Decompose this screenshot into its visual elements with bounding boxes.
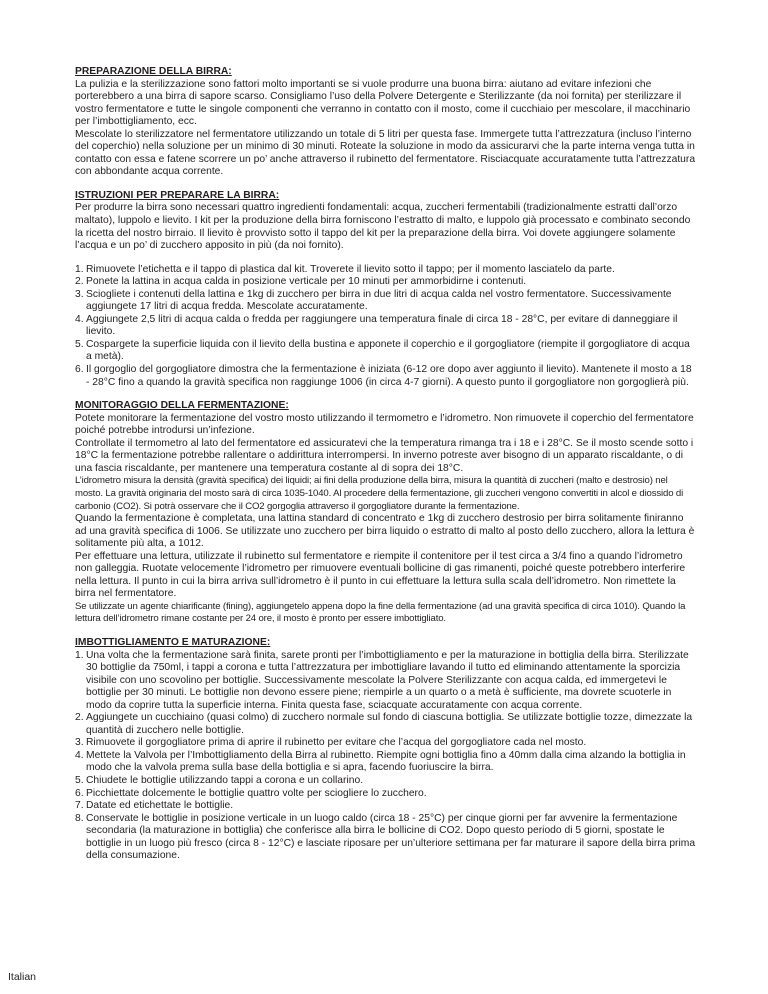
list-text: Il gorgoglio del gorgogliatore dimostra che la fermentazione è iniziata (6-12 ore dopo aver aggiunto il lievito). Mantenete il mosto a 18 - 28°C fino a quando la gravità specifica non raggiunge 1006 (in circa 4-7 giorni). A questo punto il gorgogliatore non gorgoglierà più.: [86, 364, 692, 388]
instruction-list: [75, 650, 697, 863]
list-number: 5.: [75, 338, 84, 350]
paragraph: Potete monitorare la fermentazione del vostro mosto utilizzando il termometro e l’idrometro. Non rimuovete il coperchio del fermentatore poiché potrebbe introdursi un’infezione.: [75, 412, 694, 437]
list-item: [75, 339, 697, 364]
list-number: 1.: [75, 263, 84, 275]
list-item: [75, 289, 697, 314]
paragraph: Quando la fermentazione è completata, una lattina standard di concentrato e 1kg di zucchero destrosio per birra solitamente finiranno ad una gravità specifica di 1006. Se utilizzate uno zucchero per birra liquido o estratto di malto al posto dello zucchero, allora la lettura è solitamente più alta, a 1012.: [75, 513, 695, 550]
list-number: 4.: [75, 749, 84, 761]
list-number: 6.: [75, 787, 84, 799]
list-number: 3.: [75, 737, 84, 749]
section-heading: IMBOTTIGLIAMENTO E MATURAZIONE:: [75, 636, 271, 648]
spacer: [75, 253, 697, 264]
list-text: Sciogliete i contenuti della lattina e 1kg di zucchero per birra in due litri di acqua calda nel vostro fermentatore. Successivamente aggiungete 17 litri di acqua fredda. Mescolate accuratamente.: [86, 288, 672, 313]
list-item: [75, 276, 697, 289]
paragraph: L’idrometro misura la densità (gravità specifica) dei liquidi; ai fini della produzione della birra, misura la quantità di zuccheri (malto e destrosio) nel mosto. La gravità originaria del mosto sarà di circa 1035-1040. Al procedere della fermentazione, gli zuccheri vengono convertiti in alcol e diossido di carbonio (CO2). Si potrà osservare che il CO2 gorgoglia attraverso il gorgogliatore durante la fermentazione.: [75, 475, 684, 512]
list-item: [75, 264, 697, 277]
section-monitoraggio: [75, 400, 697, 626]
list-text: Chiudete le bottiglie utilizzando tappi a corona e un collarino.: [86, 774, 364, 786]
section-heading: MONITORAGGIO DELLA FERMENTAZIONE:: [75, 400, 289, 412]
section-heading: ISTRUZIONI PER PREPARARE LA BIRRA:: [75, 189, 280, 201]
list-number: 8.: [75, 812, 84, 824]
list-text: Una volta che la fermentazione sarà finita, sarete pronti per l’imbottigliamento e per la maturazione in bottiglia della birra. Sterilizzate 30 bottiglie da 750ml, i tappi a corona e tutta l’attrezzatura per imbottigliare lavando il tutto ed eliminando attentamente la sporcizia visibile con uno scovolino per bottiglie. Successivamente mescolate la Polvere Sterilizzante con acqua calda, ed immergetevi le bottiglie per 30 minuti. Le bottiglie non devono essere piene; riempirle a un quarto o a metà è sufficiente, ma dovrete scuoterle in modo da coprire tutta la superficie interna. Finita questa fase, sciacquate accuratamente con acqua corrente.: [86, 649, 689, 711]
list-number: 3.: [75, 288, 84, 300]
language-label: Italian: [8, 971, 37, 983]
list-text: Ponete la lattina in acqua calda in posizione verticale per 10 minuti per ammorbidirne i contenuti.: [86, 276, 527, 288]
paragraph: Mescolate lo sterilizzatore nel fermentatore utilizzando un totale di 5 litri per questa fase. Immergete tutta l’attrezzatura (incluso l’interno del coperchio) nella soluzione per un minimo di 30 minuti. Roteate la soluzione in modo da assicurarvi che la parte interna venga tutta in contatto con essa e fatene scorrere un po’ anche attraverso il rubinetto del fermentatore. Risciacquate accuratamente tutta l’attrezzatura con abbondante acqua corrente.: [75, 128, 696, 178]
list-item: [75, 737, 697, 750]
list-text: Aggiungete un cucchiaino (quasi colmo) di zucchero normale sul fondo di ciascuna bottiglia. Se utilizzate bottiglie tozze, dimezzate la quantità di zucchero nelle bottiglie.: [86, 712, 693, 736]
list-text: Cospargete la superficie liquida con il lievito della bustina e apponete il coperchio e il gorgogliatore (riempite il gorgogliatore di acqua a metà).: [86, 338, 690, 363]
list-item: [75, 712, 697, 737]
list-text: Conservate le bottiglie in posizione verticale in un luogo caldo (circa 18 - 25°C) per cinque giorni per far avvenire la fermentazione secondaria (la maturazione in bottiglia) che conferisce alla birra le bollicine di CO2. Dopo questo periodo di 5 giorni, spostate le bottiglie in un luogo più fresco (circa 8 - 12°C) e lasciate riposare per un’ulteriore settimana per far maturare il sapore della birra prima della consumazione.: [86, 812, 696, 862]
list-item: [75, 788, 697, 801]
list-number: 2.: [75, 712, 84, 724]
list-item: [75, 775, 697, 788]
list-text: Mettete la Valvola per l’Imbottigliamento della Birra al rubinetto. Riempite ogni bottiglia fino a 40mm dalla cima alzando la bottiglia in modo che la valvola prema sulla base della bottiglia e si apra, facendo fuoriuscire la birra.: [86, 749, 686, 774]
list-text: Picchiettate dolcemente le bottiglie quattro volte per sciogliere lo zucchero.: [86, 787, 427, 799]
list-text: Rimuovete il gorgogliatore prima di aprire il rubinetto per evitare che l’acqua del gorgogliatore cada nel mosto.: [86, 737, 587, 749]
list-item: [75, 800, 697, 813]
paragraph: Per produrre la birra sono necessari quattro ingredienti fondamentali: acqua, zuccheri fermentabili (tradizionalmente estratti dall’orzo maltato), luppolo e lievito. I kit per la produzione della birra forniscono l’estratto di malto, e luppolo già processato e combinato secondo la ricetta del nostro birraio. Il lievito è provvisto sotto il tappo del kit per la preparazione della birra. Voi dovete aggiungere solamente l’acqua e un po’ di zucchero apposito in più (da noi fornito).: [75, 202, 691, 252]
section-imbottigliamento: [75, 637, 697, 863]
list-item: [75, 314, 697, 339]
instruction-list: [75, 264, 697, 389]
list-number: 4.: [75, 313, 84, 325]
list-number: 2.: [75, 276, 84, 288]
list-item: [75, 364, 697, 389]
list-item: [75, 813, 697, 863]
section-istruzioni: [75, 190, 697, 389]
section-preparazione: [75, 66, 697, 179]
list-item: [75, 650, 697, 713]
paragraph: Per effettuare una lettura, utilizzate il rubinetto sul fermentatore e riempite il contenitore per il test circa a 3/4 fino a quando l’idrometro non galleggia. Ruotate velocemente l’idrometro per rimuovere eventuali bollicine di gas rimanenti, poiché queste potrebbero interferire nella lettura. Il punto in cui la birra arriva sull’idrometro è il punto in cui effettuare la lettura sulla scala dell’idrometro. Non rimettete la birra nel fermentatore.: [75, 550, 686, 600]
paragraph: La pulizia e la sterilizzazione sono fattori molto importanti se si vuole produrre una buona birra: aiutano ad evitare infezioni che porterebbero a una birra di sapore scarso. Consigliamo l’uso della Polvere Detergente e Sterilizzante (da noi fornita) per sterilizzare il vostro fermentatore e tutte le singole componenti che verranno in contatto con il mosto, come il cucchiaio per mescolare, il macchinario per l’imbottigliamento, ecc.: [75, 78, 691, 128]
paragraph: Controllate il termometro al lato del fermentatore ed assicuratevi che la temperatura rimanga tra i 18 e i 28°C. Se il mosto scende sotto i 18°C la fermentazione potrebbe rallentare o addirittura interrompersi. In inverno potreste aver bisogno di un apparato riscaldante, o di una fascia riscaldante, per mantenere una temperatura costante al di sopra dei 18°C.: [75, 437, 694, 474]
list-number: 6.: [75, 364, 84, 376]
paragraph: Se utilizzate un agente chiarificante (fining), aggiungetelo appena dopo la fine della fermentazione (ad una gravità specifica di circa 1010). Quando la lettura dell’idrometro rimane costante per 24 ore, il mosto è pronto per essere imbottigliato.: [75, 600, 686, 625]
list-number: 5.: [75, 774, 84, 786]
list-text: Datate ed etichettate le bottiglie.: [86, 800, 234, 812]
section-heading: PREPARAZIONE DELLA BIRRA:: [75, 66, 232, 77]
list-text: Aggiungete 2,5 litri di acqua calda o fredda per raggiungere una temperatura finale di circa 18 - 28°C, per evitare di danneggiare il lievito.: [86, 313, 678, 338]
list-number: 7.: [75, 800, 84, 812]
document-body: [75, 66, 697, 874]
list-text: Rimuovete l’etichetta e il tappo di plastica dal kit. Troverete il lievito sotto il tappo; per il momento lasciatelo da parte.: [86, 263, 615, 275]
list-item: [75, 750, 697, 775]
list-number: 1.: [75, 649, 84, 661]
